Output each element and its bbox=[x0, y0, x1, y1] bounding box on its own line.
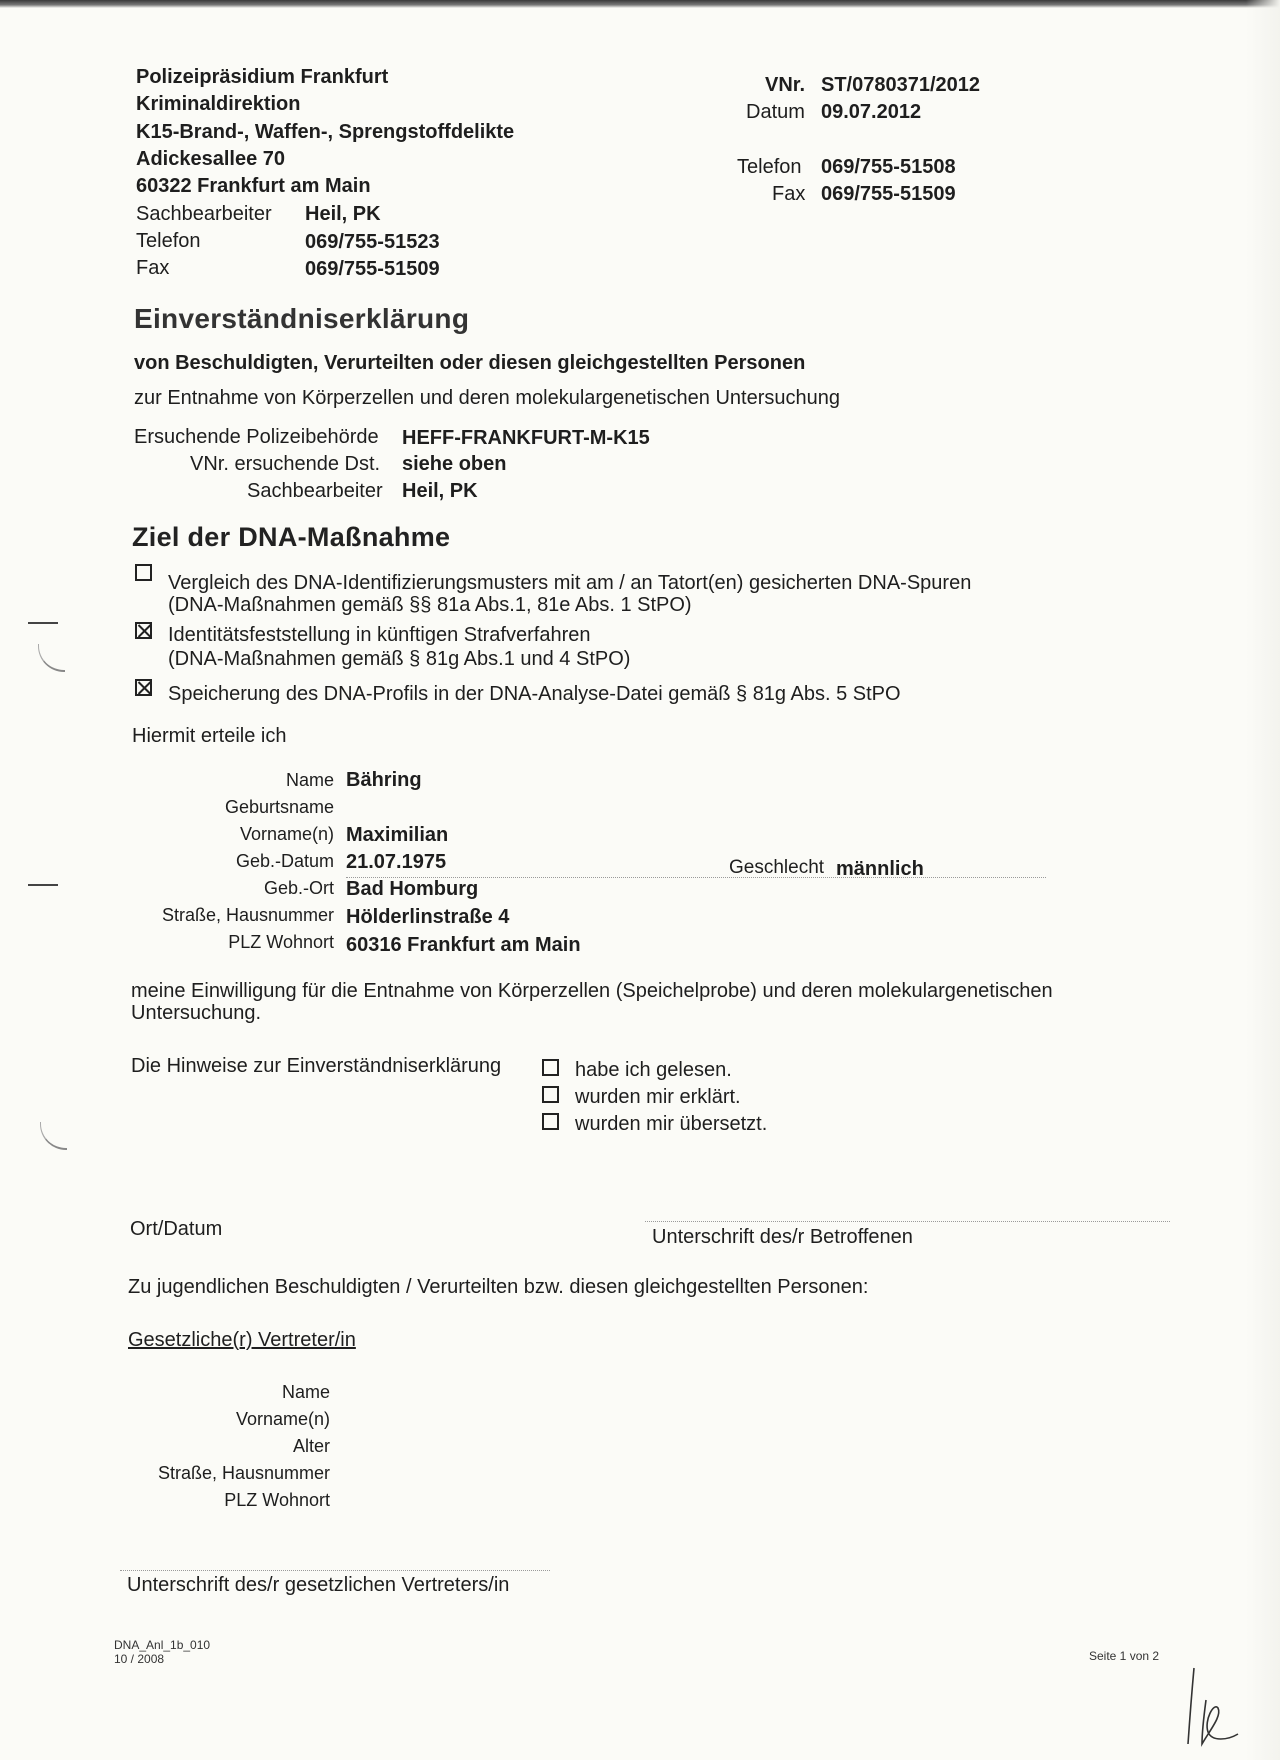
request-vnr-value: siehe oben bbox=[402, 453, 507, 475]
goal-option-2-checkbox[interactable] bbox=[135, 622, 152, 639]
person-zip-value[interactable]: 60316 Frankfurt am Main bbox=[346, 934, 581, 956]
vnr-value: ST/0780371/2012 bbox=[821, 74, 981, 96]
goal-option-3-checkbox[interactable] bbox=[135, 679, 152, 696]
person-pob-label: Geb.-Ort bbox=[263, 878, 334, 898]
person-street-value[interactable]: Hölderlinstraße 4 bbox=[346, 906, 510, 928]
scan-edge bbox=[0, 0, 1280, 8]
fax-value: 069/755-51509 bbox=[305, 258, 440, 280]
goal-heading: Ziel der DNA-Maßnahme bbox=[132, 522, 451, 552]
goal-option-1-ref: (DNA-Maßnahmen gemäß §§ 81a Abs.1, 81e Abs. 1 StPO) bbox=[168, 594, 692, 616]
person-name-label: Name bbox=[285, 770, 334, 790]
ref-fax-label: Fax bbox=[772, 183, 806, 205]
request-authority-label: Ersuchende Polizeibehörde bbox=[134, 426, 379, 448]
document-title: Einverständniserklärung bbox=[134, 303, 470, 334]
vnr-label: VNr. bbox=[765, 74, 806, 96]
ref-fax-value: 069/755-51509 bbox=[821, 183, 956, 205]
request-vnr-label: VNr. ersuchende Dst. bbox=[190, 453, 381, 475]
request-officer-label: Sachbearbeiter bbox=[247, 480, 383, 502]
goal-option-1-text: Vergleich des DNA-Identifizierungsmusters mit am / an Tatort(en) gesicherten DNA-Spuren bbox=[168, 572, 972, 594]
person-gender-value[interactable]: männlich bbox=[836, 858, 924, 880]
date-label: Datum bbox=[746, 101, 805, 123]
rep-signature-label: Unterschrift des/r gesetzlichen Vertreters/in bbox=[127, 1574, 510, 1596]
signature-affected-label: Unterschrift des/r Betroffenen bbox=[652, 1226, 913, 1248]
goal-option-2-text: Identitätsfeststellung in künftigen Strafverfahren bbox=[168, 624, 591, 646]
rep-name-label: Name bbox=[281, 1382, 330, 1402]
title-sub-2: zur Entnahme von Körperzellen und deren molekulargenetischen Untersuchung bbox=[134, 387, 840, 409]
notes-label: Die Hinweise zur Einverständniserklärung bbox=[131, 1055, 502, 1077]
signature-line[interactable] bbox=[645, 1221, 1170, 1222]
form-id: DNA_Anl_1b_010 bbox=[114, 1638, 211, 1652]
person-firstname-label: Vorname(n) bbox=[239, 824, 334, 844]
rep-age-label: Alter bbox=[292, 1436, 330, 1456]
officer-value: Heil, PK bbox=[305, 203, 381, 225]
notes-translated-text: wurden mir übersetzt. bbox=[575, 1113, 768, 1135]
notes-explained-text: wurden mir erklärt. bbox=[575, 1086, 741, 1108]
fold-mark bbox=[28, 622, 58, 624]
notes-explained-checkbox[interactable] bbox=[542, 1086, 559, 1103]
ref-phone-label: Telefon bbox=[737, 156, 802, 178]
handwritten-initials bbox=[1180, 1660, 1250, 1750]
person-pob-value[interactable]: Bad Homburg bbox=[346, 878, 479, 900]
consent-text-line-1: meine Einwilligung für die Entnahme von Körperzellen (Speichelprobe) und deren molekulargenetischen bbox=[131, 980, 1053, 1002]
address-city: 60322 Frankfurt am Main bbox=[136, 175, 371, 197]
person-zip-label: PLZ Wohnort bbox=[228, 932, 334, 952]
rep-firstname-label: Vorname(n) bbox=[235, 1409, 330, 1429]
place-date-label: Ort/Datum bbox=[130, 1218, 223, 1240]
consent-intro: Hiermit erteile ich bbox=[132, 725, 287, 747]
person-street-label: Straße, Hausnummer bbox=[161, 905, 334, 925]
ref-phone-value: 069/755-51508 bbox=[821, 156, 956, 178]
punch-hole-mark bbox=[38, 644, 65, 672]
fold-mark bbox=[28, 884, 58, 886]
rep-signature-line[interactable] bbox=[120, 1570, 550, 1571]
rep-street-label: Straße, Hausnummer bbox=[157, 1463, 330, 1483]
date-value: 09.07.2012 bbox=[821, 101, 922, 123]
notes-translated-checkbox[interactable] bbox=[542, 1113, 559, 1130]
person-firstname-value[interactable]: Maximilian bbox=[346, 824, 449, 846]
directorate: Kriminaldirektion bbox=[136, 93, 301, 115]
notes-read-checkbox[interactable] bbox=[542, 1059, 559, 1076]
person-dob-value[interactable]: 21.07.1975 bbox=[346, 851, 447, 873]
goal-option-2-ref: (DNA-Maßnahmen gemäß § 81g Abs.1 und 4 StPO) bbox=[168, 648, 631, 670]
person-gender-label: Geschlecht bbox=[729, 857, 825, 878]
goal-option-3-text: Speicherung des DNA-Profils in der DNA-Analyse-Datei gemäß § 81g Abs. 5 StPO bbox=[168, 683, 901, 705]
phone-value: 069/755-51523 bbox=[305, 231, 440, 253]
legal-representative-heading: Gesetzliche(r) Vertreter/in bbox=[128, 1329, 356, 1351]
goal-option-1-checkbox[interactable] bbox=[135, 564, 152, 581]
title-sub-1: von Beschuldigten, Verurteilten oder diesen gleichgestellten Personen bbox=[134, 352, 806, 374]
phone-label: Telefon bbox=[136, 230, 201, 252]
rep-zip-label: PLZ Wohnort bbox=[224, 1490, 330, 1510]
notes-read-text: habe ich gelesen. bbox=[575, 1059, 732, 1081]
officer-label: Sachbearbeiter bbox=[136, 203, 272, 225]
person-birthname-label: Geburtsname bbox=[224, 797, 334, 817]
request-authority-value: HEFF-FRANKFURT-M-K15 bbox=[402, 427, 650, 449]
department: K15-Brand-, Waffen-, Sprengstoffdelikte bbox=[136, 121, 515, 143]
person-name-value[interactable]: Bähring bbox=[346, 769, 422, 791]
consent-text-line-2: Untersuchung. bbox=[131, 1002, 262, 1024]
scan-shadow bbox=[1246, 0, 1280, 1760]
page-number: Seite 1 von 2 bbox=[1089, 1649, 1160, 1663]
juvenile-intro: Zu jugendlichen Beschuldigten / Verurteilten bzw. diesen gleichgestellten Personen: bbox=[128, 1276, 869, 1298]
request-officer-value: Heil, PK bbox=[402, 480, 478, 502]
authority-name: Polizeipräsidium Frankfurt bbox=[136, 66, 389, 88]
fax-label: Fax bbox=[136, 257, 170, 279]
form-date: 10 / 2008 bbox=[114, 1652, 165, 1666]
punch-hole-mark bbox=[40, 1122, 67, 1150]
address-street: Adickesallee 70 bbox=[136, 148, 285, 170]
person-dob-label: Geb.-Datum bbox=[235, 851, 334, 871]
